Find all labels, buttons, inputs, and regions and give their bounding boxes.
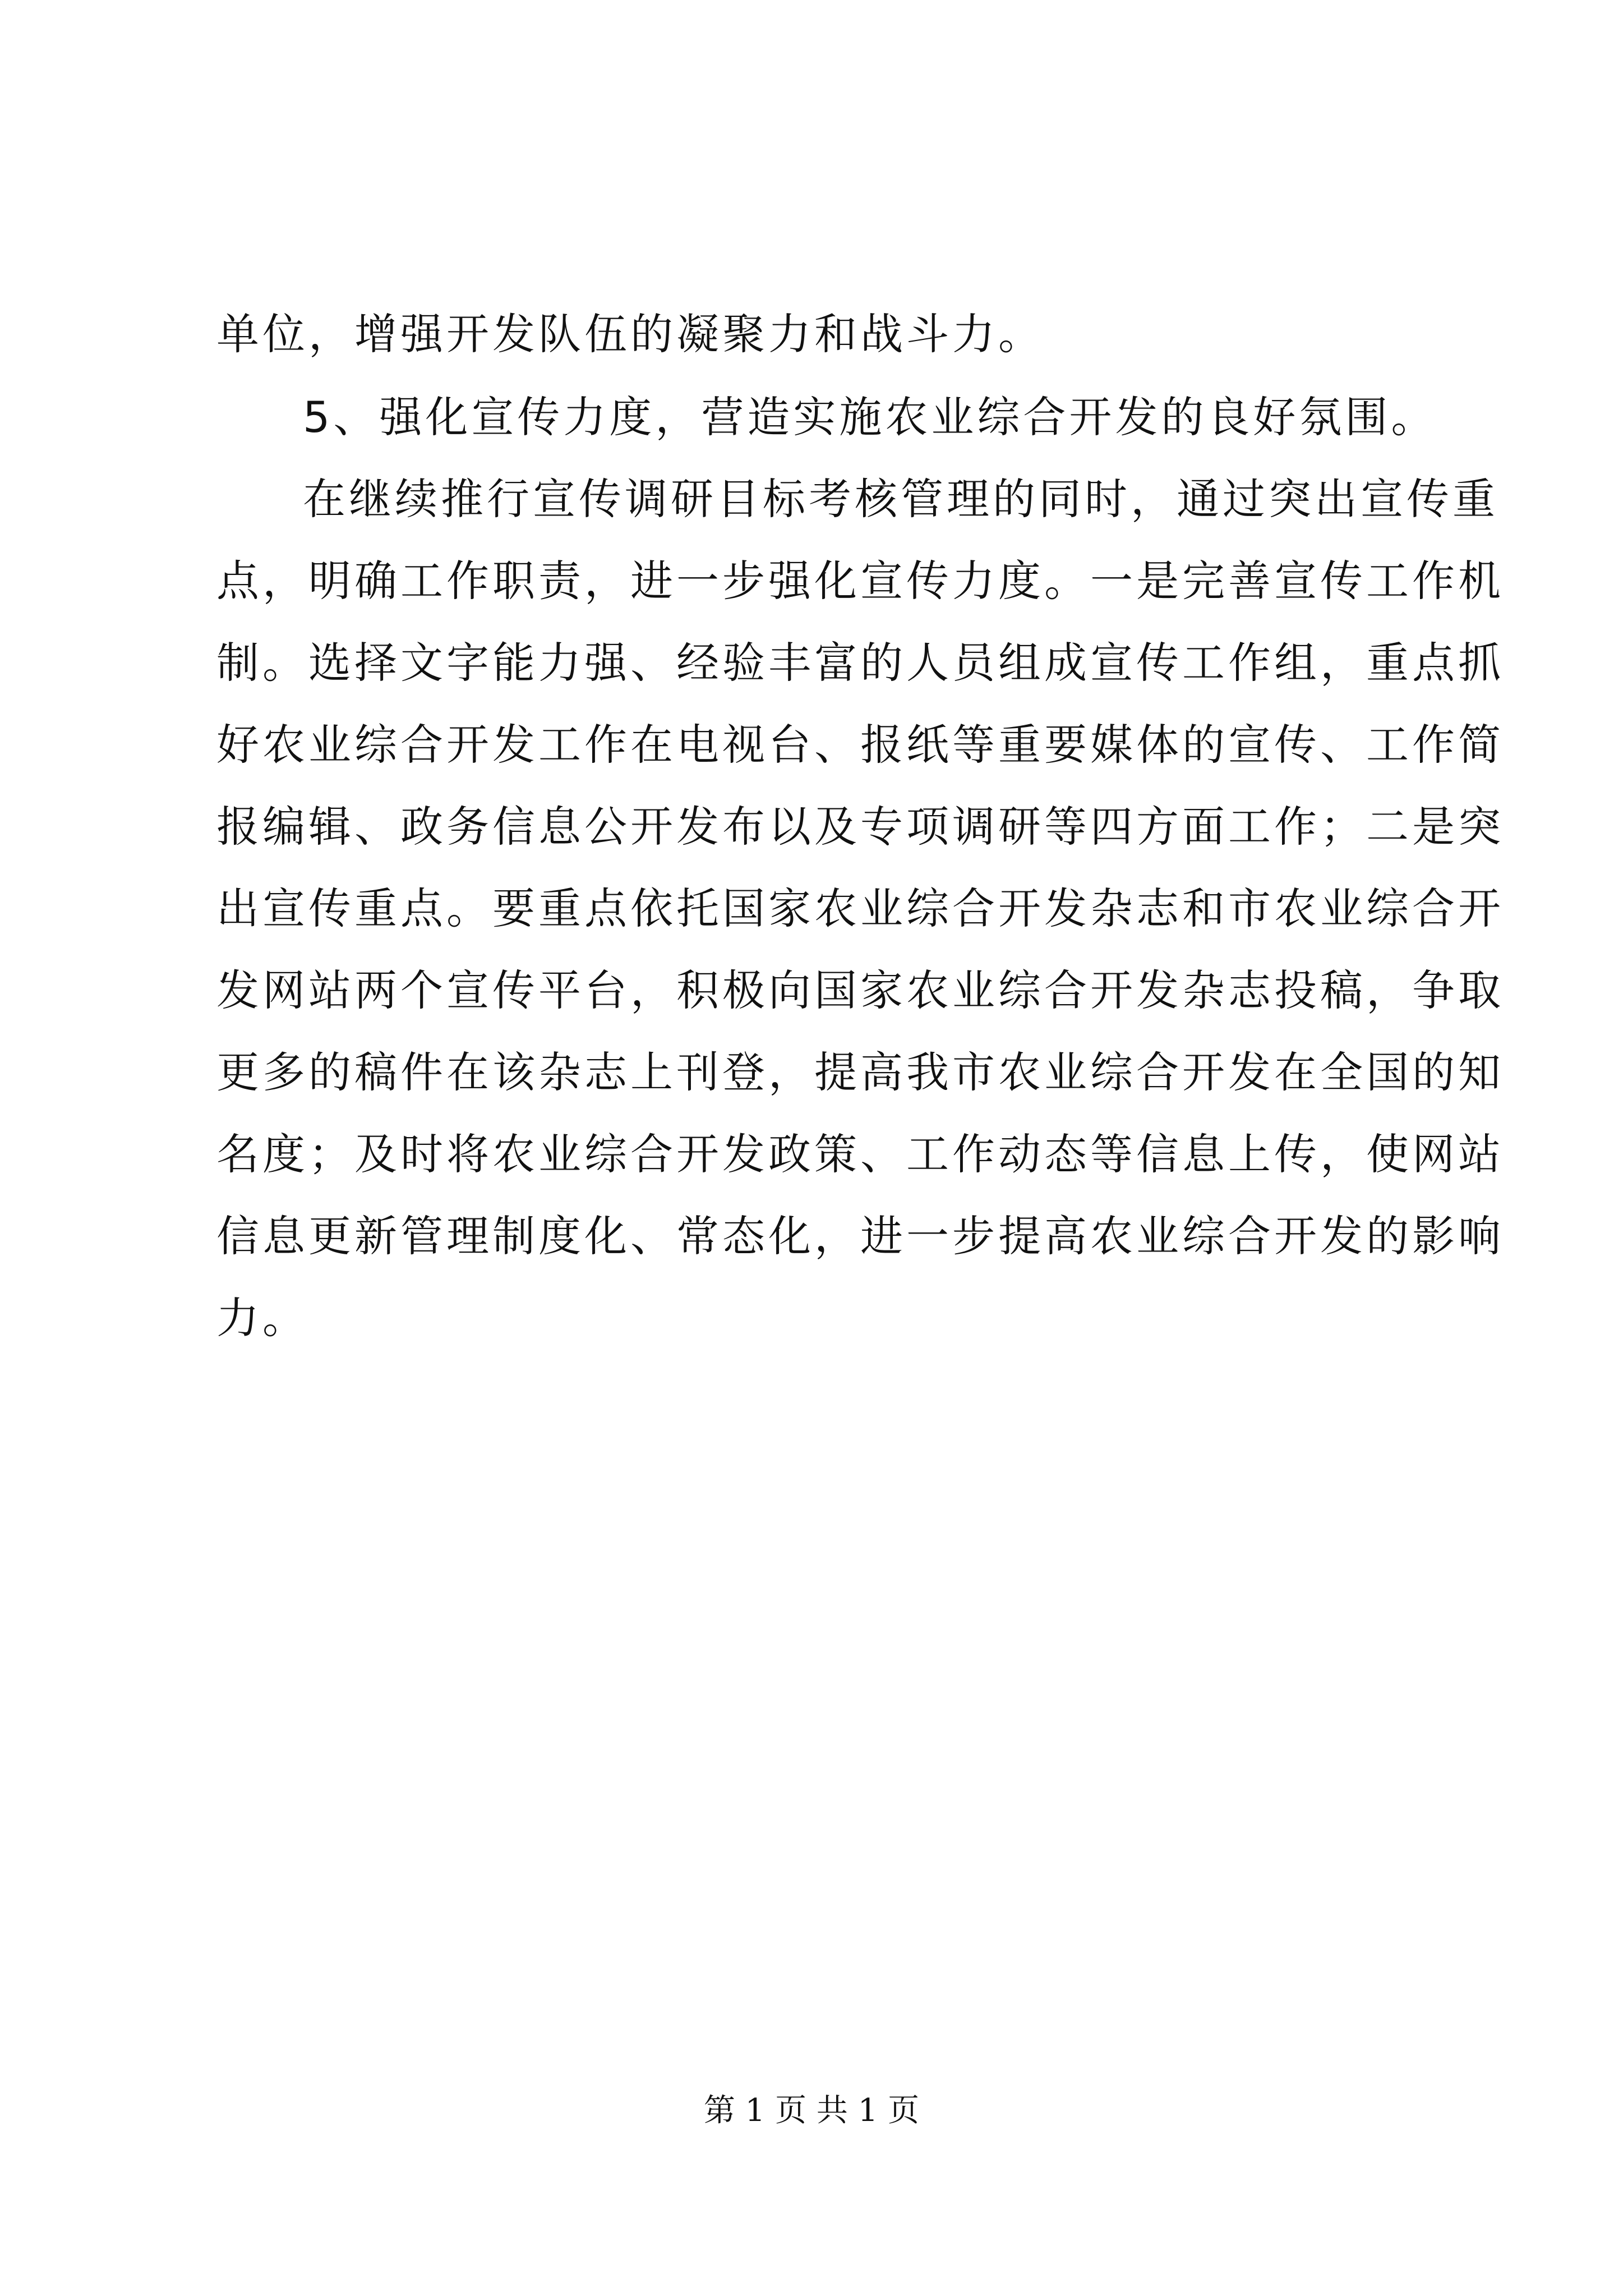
paragraph-2-line-2: 点，明确工作职责，进一步强化宣传力度。一是完善宣传工作机 [216, 556, 1504, 606]
paragraph-2-line-10: 信息更新管理制度化、常态化，进一步提高农业综合开发的影响 [216, 1211, 1504, 1261]
paragraph-2-line-11: 力。 [216, 1293, 308, 1343]
page-footer: 第 1 页 共 1 页 [703, 2092, 920, 2129]
paragraph-2-line-3: 制。选择文字能力强、经验丰富的人员组成宣传工作组，重点抓 [216, 638, 1504, 688]
paragraph-2-line-6: 出宣传重点。要重点依托国家农业综合开发杂志和市农业综合开 [216, 884, 1504, 933]
paragraph-1-line-1: 单位，增强开发队伍的凝聚力和战斗力。 [216, 309, 1044, 359]
paragraph-2-line-5: 报编辑、政务信息公开发布以及专项调研等四方面工作；二是突 [216, 802, 1504, 852]
paragraph-2-line-7: 发网站两个宣传平台，积极向国家农业综合开发杂志投稿，争取 [216, 965, 1504, 1015]
paragraph-2-line-4: 好农业综合开发工作在电视台、报纸等重要媒体的宣传、工作简 [216, 720, 1504, 770]
paragraph-2-line-1: 在继续推行宣传调研目标考核管理的同时，通过突出宣传重 [303, 474, 1498, 524]
section-heading-5: 5、强化宣传力度，营造实施农业综合开发的良好氛围。 [303, 392, 1437, 442]
paragraph-2-line-8: 更多的稿件在该杂志上刊登，提高我市农业综合开发在全国的知 [216, 1047, 1504, 1097]
paragraph-2-line-9: 名度；及时将农业综合开发政策、工作动态等信息上传，使网站 [216, 1129, 1504, 1179]
